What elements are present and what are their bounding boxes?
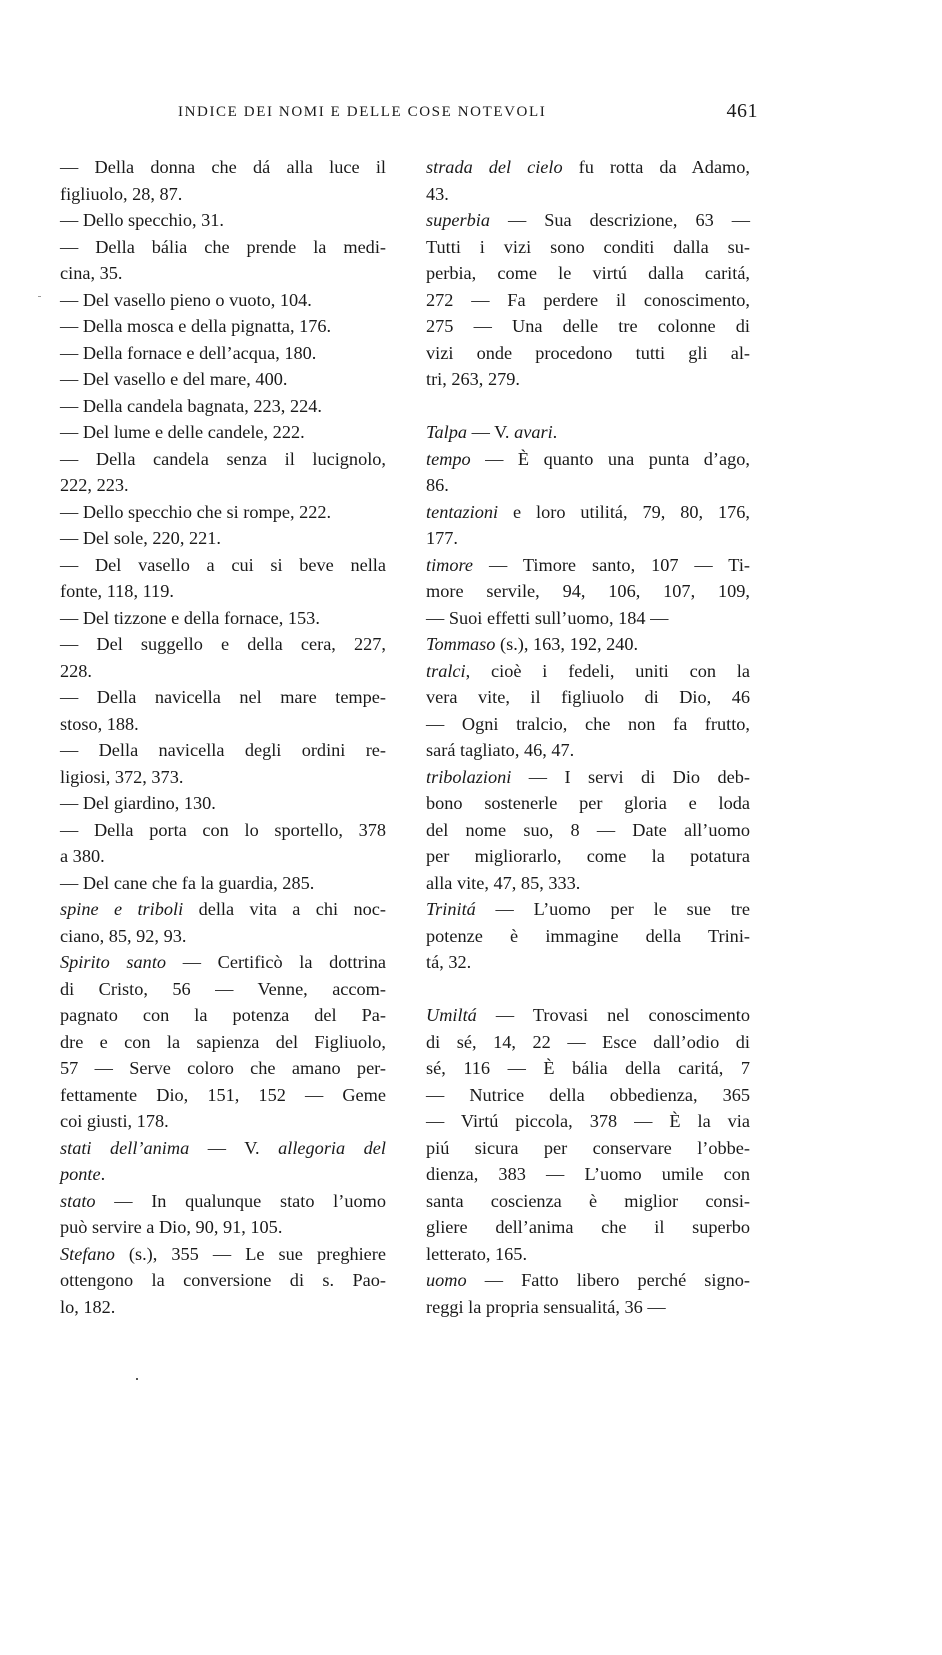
- entry-text: gliere dell’anima che il superbo: [426, 1217, 750, 1237]
- entry-line: [426, 711, 750, 738]
- index-term: spine e triboli: [60, 899, 184, 919]
- entry-line: [426, 313, 750, 340]
- entry-text: 272 — Fa perdere il conoscimento,: [426, 289, 750, 310]
- entry-text: ottengono la conversione di s. Pao-: [60, 1270, 386, 1290]
- entry-line: [426, 658, 750, 685]
- index-entry: [426, 552, 750, 632]
- entry-line: [426, 1135, 750, 1162]
- entry-line: [426, 552, 750, 579]
- entry-text: ligiosi, 372, 373.: [60, 766, 184, 787]
- entry-line: [426, 870, 750, 897]
- index-term: Trinitá: [426, 899, 476, 919]
- entry-text: — Suoi effetti sull’uomo, 184 —: [426, 607, 669, 628]
- entry-text: — Sua descrizione, 63 —: [489, 210, 750, 230]
- index-column-left: [60, 154, 386, 1320]
- index-entry: [426, 499, 750, 552]
- index-column-right: [426, 154, 750, 1320]
- entry-text: potenze è immagine della Trini-: [426, 925, 750, 946]
- entry-text: bono sostenerle per gloria e loda: [426, 793, 750, 813]
- entry-line: [426, 499, 750, 526]
- entry-gap: [426, 393, 750, 420]
- entry-text: fettamente Dio, 151, 152 — Geme: [60, 1084, 386, 1105]
- cross-reference: avari: [514, 422, 553, 442]
- index-entry: [60, 446, 386, 499]
- index-term: tentazioni: [426, 501, 499, 522]
- entry-line: [426, 1055, 750, 1082]
- entry-text: di Cristo, 56 — Venne, accom-: [60, 978, 386, 999]
- index-entry: [426, 658, 750, 764]
- entry-line: [426, 790, 750, 817]
- index-entry: [60, 1135, 386, 1188]
- index-term: Spirito santo: [60, 952, 167, 972]
- entry-text: tri, 263, 279.: [426, 369, 520, 389]
- entry-line: [60, 1241, 386, 1268]
- entry-line: [426, 1188, 750, 1215]
- index-entry: [426, 764, 750, 897]
- entry-line: [60, 658, 386, 685]
- entry-line: [60, 419, 386, 446]
- entry-text: — In qualunque stato l’uomo: [95, 1190, 386, 1211]
- index-entry: [60, 817, 386, 870]
- index-term: Tommaso: [426, 634, 496, 654]
- entry-text: (s.), 355 — Le sue preghiere: [114, 1243, 386, 1264]
- entry-line: [60, 711, 386, 738]
- entry-text: .: [100, 1164, 106, 1184]
- index-entry: [60, 684, 386, 737]
- entry-text: piú sicura per conservare l’obbe-: [426, 1137, 750, 1158]
- entry-line: [60, 1188, 386, 1215]
- entry-line: [426, 260, 750, 287]
- entry-line: [60, 605, 386, 632]
- entry-line: [426, 1029, 750, 1056]
- entry-text: — Fatto libero perché signo-: [466, 1270, 750, 1290]
- entry-text: — Del sole, 220, 221.: [60, 528, 221, 548]
- entry-text: figliuolo, 28, 87.: [60, 183, 183, 204]
- entry-text: — Trovasi nel conoscimento: [476, 1005, 750, 1025]
- page-number: 461: [726, 100, 758, 122]
- index-entry: [426, 154, 750, 207]
- entry-text: — Del tizzone e della fornace, 153.: [60, 607, 320, 628]
- index-term: Umiltá: [426, 1005, 477, 1025]
- entry-line: [60, 234, 386, 261]
- entry-line: [60, 843, 386, 870]
- entry-text: a 380.: [60, 846, 105, 866]
- index-entry: [60, 552, 386, 605]
- index-term: timore: [426, 554, 474, 575]
- entry-line: [60, 181, 386, 208]
- entry-text: vizi onde procedono tutti gli al-: [426, 342, 750, 363]
- entry-text: — V.: [467, 422, 515, 442]
- index-entry: [426, 631, 750, 658]
- index-term: tribolazioni: [426, 766, 512, 787]
- entry-line: [426, 446, 750, 473]
- entry-line: [60, 1055, 386, 1082]
- entry-text: — Della mosca e della pignatta, 176.: [60, 316, 332, 336]
- entry-line: [426, 340, 750, 367]
- entry-line: [426, 525, 750, 552]
- entry-text: e loro utilitá, 79, 80, 176,: [498, 501, 750, 522]
- entry-text: della vita a chi noc-: [183, 899, 386, 919]
- entry-line: [426, 631, 750, 658]
- entry-line: [60, 1267, 386, 1294]
- entry-line: [426, 1241, 750, 1268]
- entry-line: [426, 1161, 750, 1188]
- index-entry: [60, 790, 386, 817]
- entry-text: — Della fornace e dell’acqua, 180.: [60, 342, 317, 363]
- index-entry: [60, 313, 386, 340]
- entry-text: (s.), 163, 192, 240.: [495, 634, 639, 654]
- entry-line: [60, 340, 386, 367]
- index-term: stato: [60, 1190, 96, 1211]
- entry-line: [426, 287, 750, 314]
- index-term: strada del cielo: [426, 157, 563, 177]
- entry-line: [60, 393, 386, 420]
- index-term: stati dell’anima: [60, 1137, 190, 1158]
- entry-gap: [426, 976, 750, 1003]
- entry-line: [426, 419, 750, 446]
- entry-text: Tutti i vizi sono conditi dalla su-: [426, 236, 750, 257]
- entry-line: [426, 949, 750, 976]
- entry-text: coi giusti, 178.: [60, 1111, 169, 1131]
- index-entry: [60, 419, 386, 446]
- index-entry: [60, 154, 386, 207]
- entry-line: [426, 1002, 750, 1029]
- entry-text: dienza, 383 — L’uomo umile con: [426, 1164, 750, 1184]
- index-entry: [60, 631, 386, 684]
- entry-text: — È quanto una punta d’ago,: [470, 448, 750, 469]
- index-entry: [60, 1241, 386, 1321]
- index-term: tempo: [426, 448, 471, 469]
- index-entry: [60, 605, 386, 632]
- entry-text: — V.: [189, 1137, 279, 1158]
- entry-line: [60, 684, 386, 711]
- index-entry: [426, 1002, 750, 1267]
- entry-line: [426, 605, 750, 632]
- index-term: superbia: [426, 210, 490, 230]
- entry-text: 222, 223.: [60, 475, 129, 495]
- entry-line: [60, 1108, 386, 1135]
- index-entry: [426, 896, 750, 976]
- index-entry: [60, 1188, 386, 1241]
- entry-text: reggi la propria sensualitá, 36 —: [426, 1296, 666, 1317]
- entry-text: — Del giardino, 130.: [60, 793, 216, 813]
- entry-text: per migliorarlo, come la potatura: [426, 846, 750, 866]
- entry-text: di sé, 14, 22 — Esce dall’odio di: [426, 1031, 750, 1052]
- entry-line: [60, 949, 386, 976]
- index-entry: [426, 419, 750, 446]
- index-entry: [60, 234, 386, 287]
- entry-text: sé, 116 — È bália della caritá, 7: [426, 1058, 750, 1078]
- entry-line: [60, 631, 386, 658]
- stray-ink-mark: [136, 1378, 138, 1380]
- entry-text: 86.: [426, 475, 449, 495]
- index-term: Stefano: [60, 1243, 115, 1264]
- entry-text: — Virtú piccola, 378 — È la via: [426, 1111, 750, 1131]
- entry-line: [60, 1294, 386, 1321]
- entry-line: [60, 976, 386, 1003]
- entry-text: tá, 32.: [426, 952, 472, 972]
- entry-line: [426, 737, 750, 764]
- index-entry: [60, 737, 386, 790]
- entry-line: [60, 896, 386, 923]
- entry-text: — Dello specchio, 31.: [60, 210, 224, 230]
- entry-line: [60, 1082, 386, 1109]
- entry-line: [426, 366, 750, 393]
- index-entry: [60, 949, 386, 1135]
- entry-line: [60, 923, 386, 950]
- entry-text: 57 — Serve coloro che amano per-: [60, 1058, 386, 1078]
- entry-line: [60, 154, 386, 181]
- page-header: [178, 100, 758, 128]
- entry-line: [426, 843, 750, 870]
- entry-text: — Della candela bagnata, 223, 224.: [60, 395, 322, 416]
- entry-text: more servile, 94, 106, 107, 109,: [426, 581, 750, 601]
- entry-line: [426, 472, 750, 499]
- entry-line: [426, 1294, 750, 1321]
- index-entry: [60, 896, 386, 949]
- entry-line: [60, 1002, 386, 1029]
- entry-line: [60, 764, 386, 791]
- entry-line: [426, 207, 750, 234]
- entry-line: [60, 499, 386, 526]
- cross-reference: allegoria del: [278, 1137, 386, 1158]
- entry-line: [60, 446, 386, 473]
- entry-text: 43.: [426, 183, 449, 204]
- entry-text: fu rotta da Adamo,: [562, 157, 750, 177]
- index-entry: [426, 446, 750, 499]
- index-term: tralci: [426, 660, 466, 681]
- index-entry: [60, 340, 386, 367]
- entry-line: [60, 207, 386, 234]
- entry-text: , cioè i fedeli, uniti con la: [465, 660, 750, 681]
- entry-text: santa coscienza è miglior consi-: [426, 1190, 750, 1211]
- entry-text: perbia, come le virtú dalla caritá,: [426, 263, 750, 283]
- entry-text: del nome suo, 8 — Date all’uomo: [426, 819, 750, 840]
- entry-line: [60, 1161, 386, 1188]
- index-entry: [426, 1267, 750, 1320]
- entry-line: [60, 737, 386, 764]
- entry-text: — Del suggello e della cera, 227,: [60, 634, 386, 654]
- entry-line: [60, 366, 386, 393]
- entry-text: — Della navicella degli ordini re-: [60, 740, 386, 760]
- entry-line: [60, 1029, 386, 1056]
- entry-text: — Del cane che fa la guardia, 285.: [60, 872, 315, 893]
- entry-line: [60, 1214, 386, 1241]
- entry-text: — Del vasello pieno o vuoto, 104.: [60, 289, 312, 310]
- entry-text: — I servi di Dio deb-: [511, 766, 750, 787]
- entry-text: — Della candela senza il lucignolo,: [60, 448, 386, 469]
- entry-text: — Del vasello a cui si beve nella: [60, 554, 386, 575]
- index-entry: [426, 207, 750, 393]
- entry-line: [60, 552, 386, 579]
- entry-text: lo, 182.: [60, 1296, 116, 1317]
- index-entry: [60, 525, 386, 552]
- margin-mark: [38, 296, 41, 297]
- entry-text: alla vite, 47, 85, 333.: [426, 872, 581, 893]
- entry-text: può servire a Dio, 90, 91, 105.: [60, 1217, 283, 1237]
- entry-text: 275 — Una delle tre colonne di: [426, 316, 750, 336]
- entry-line: [426, 896, 750, 923]
- entry-line: [60, 1135, 386, 1162]
- entry-text: stoso, 188.: [60, 713, 139, 734]
- entry-text: — Del lume e delle candele, 222.: [60, 422, 305, 442]
- entry-text: — L’uomo per le sue tre: [475, 899, 750, 919]
- entry-text: — Nutrice della obbedienza, 365: [426, 1084, 750, 1105]
- entry-line: [426, 923, 750, 950]
- entry-line: [60, 472, 386, 499]
- entry-line: [60, 870, 386, 897]
- index-entry: [60, 870, 386, 897]
- entry-text: .: [552, 422, 558, 442]
- entry-text: 228.: [60, 660, 92, 681]
- index-entry: [60, 366, 386, 393]
- entry-text: pagnato con la potenza del Pa-: [60, 1005, 386, 1025]
- entry-line: [60, 287, 386, 314]
- entry-text: — Della porta con lo sportello, 378: [60, 819, 386, 840]
- entry-line: [60, 525, 386, 552]
- index-entry: [60, 207, 386, 234]
- entry-line: [60, 578, 386, 605]
- index-entry: [60, 287, 386, 314]
- entry-line: [426, 1267, 750, 1294]
- entry-text: fonte, 118, 119.: [60, 581, 174, 601]
- cross-reference: ponte: [60, 1164, 101, 1184]
- entry-text: dre e con la sapienza del Figliuolo,: [60, 1031, 386, 1052]
- entry-text: 177.: [426, 528, 458, 548]
- entry-line: [426, 234, 750, 261]
- entry-text: — Ogni tralcio, che non fa frutto,: [426, 713, 750, 734]
- index-entry: [60, 499, 386, 526]
- entry-text: sará tagliato, 46, 47.: [426, 740, 575, 760]
- entry-line: [426, 181, 750, 208]
- index-entry: [60, 393, 386, 420]
- index-term: Talpa: [426, 422, 467, 442]
- entry-text: cina, 35.: [60, 263, 123, 283]
- entry-text: — Certificò la dottrina: [166, 952, 386, 972]
- entry-text: ciano, 85, 92, 93.: [60, 925, 187, 946]
- entry-line: [426, 684, 750, 711]
- entry-line: [426, 578, 750, 605]
- entry-line: [426, 154, 750, 181]
- entry-line: [426, 1082, 750, 1109]
- entry-text: — Della navicella nel mare tempe-: [60, 687, 386, 707]
- entry-line: [60, 260, 386, 287]
- entry-text: letterato, 165.: [426, 1243, 528, 1264]
- entry-line: [426, 1108, 750, 1135]
- entry-text: vera vite, il figliuolo di Dio, 46: [426, 687, 750, 707]
- entry-line: [60, 313, 386, 340]
- entry-text: — Del vasello e del mare, 400.: [60, 369, 288, 389]
- entry-line: [426, 764, 750, 791]
- entry-line: [60, 817, 386, 844]
- entry-line: [60, 790, 386, 817]
- index-term: uomo: [426, 1270, 467, 1290]
- entry-line: [426, 817, 750, 844]
- entry-line: [426, 1214, 750, 1241]
- entry-text: — Dello specchio che si rompe, 222.: [60, 501, 332, 522]
- entry-text: — Della bália che prende la medi-: [60, 236, 386, 257]
- entry-text: — Della donna che dá alla luce il: [60, 157, 386, 177]
- entry-text: — Timore santo, 107 — Ti-: [473, 554, 750, 575]
- running-title: INDICE DEI NOMI E DELLE COSE NOTEVOLI: [178, 104, 547, 120]
